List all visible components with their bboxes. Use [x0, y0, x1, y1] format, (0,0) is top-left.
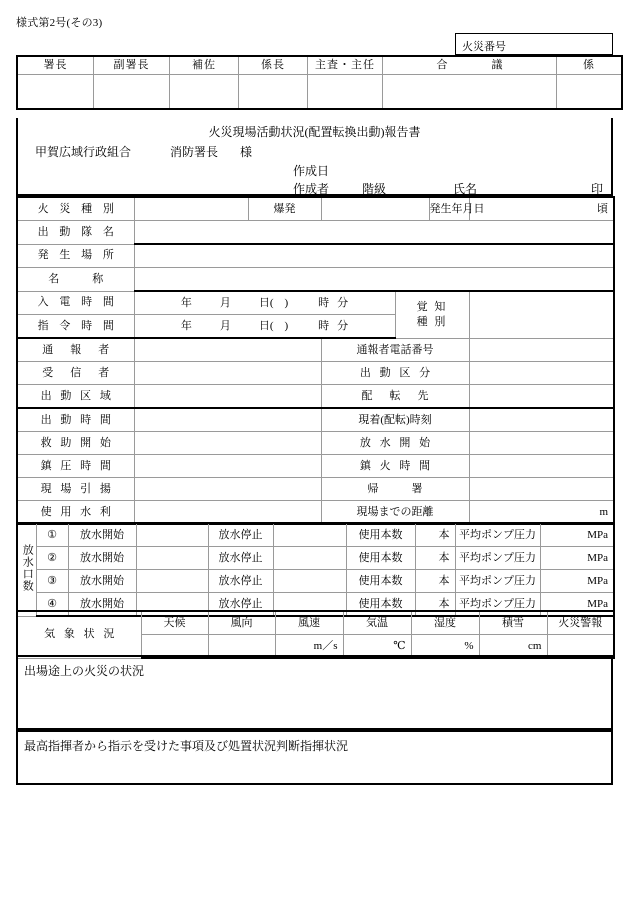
weather-col-winddir: 風向 [208, 611, 275, 635]
nozzle-pressure-label-3: 平均ポンプ圧力 [455, 570, 540, 593]
addressee-honorific: 様 [240, 145, 253, 159]
weather-col-alarm: 火災警報 [547, 611, 614, 635]
label-arrival-time: 現着(配転)時刻 [321, 408, 469, 432]
row-suppression-time [17, 455, 614, 478]
joint-char-1: 合 [436, 59, 448, 72]
nozzle-pressure-label-4: 平均ポンプ圧力 [455, 593, 540, 617]
main-grid [16, 196, 615, 525]
commander-instructions-box[interactable] [16, 730, 613, 785]
nozzle-vertical-label [17, 523, 36, 616]
nozzle-count-unit-1[interactable]: 本 [415, 523, 455, 547]
approval-val-assistant[interactable] [170, 75, 239, 110]
nozzle-stop-label-1: 放水停止 [208, 523, 273, 547]
enroute-fire-status-box[interactable] [16, 655, 613, 730]
nozzle-start-label-4: 放水開始 [68, 593, 136, 617]
label-weather: 気 象 状 況 [17, 611, 141, 658]
approval-col-section: 係長 [239, 56, 308, 75]
weather-header-row [17, 611, 614, 635]
label-occur-place: 発 生 場 所 [17, 244, 134, 268]
creator-label: 作成者 [293, 182, 330, 196]
name-label: 氏名 [453, 182, 478, 196]
label-water-source: 使 用 水 利 [17, 501, 134, 525]
label-extinguish-time: 鎮 火 時 間 [321, 455, 469, 478]
value-extinguish-time[interactable] [469, 455, 614, 478]
fire-number-label: 火災番号 [462, 41, 506, 53]
nozzle-start-value-3[interactable] [136, 570, 208, 593]
label-name: 名 称 [17, 268, 134, 292]
value-water-start[interactable] [469, 432, 614, 455]
label-dispatch-area: 出 動 区 域 [17, 385, 134, 409]
call-time-year: 年 [180, 296, 192, 309]
approval-val-inspector[interactable] [308, 75, 383, 110]
nozzle-pressure-unit-3[interactable]: MPa [540, 570, 614, 593]
value-water-source[interactable] [134, 501, 321, 525]
approval-header-row [17, 56, 622, 75]
nozzle-start-label-3: 放水開始 [68, 570, 136, 593]
label-awareness-type [395, 291, 469, 338]
value-fire-type[interactable] [134, 197, 248, 221]
order-time-hour: 時 [318, 319, 330, 332]
value-occur-place[interactable] [134, 244, 614, 268]
value-receiver[interactable] [134, 362, 321, 385]
label-rescue-start: 救 助 開 始 [17, 432, 134, 455]
value-distance[interactable]: m [469, 501, 614, 525]
label-dispatch-unit: 出 動 隊 名 [17, 221, 134, 245]
weather-col-humidity: 湿度 [411, 611, 479, 635]
row-water-source [17, 501, 614, 525]
nozzle-count-label-4: 使用本数 [346, 593, 415, 617]
created-date-label: 作成日 [293, 164, 330, 178]
approval-val-vicechief[interactable] [94, 75, 170, 110]
value-dispatch-time[interactable] [134, 408, 321, 432]
weather-col-windspeed: 風速 [275, 611, 343, 635]
value-occur-date[interactable]: 頃 [469, 197, 614, 221]
approval-col-chief: 署長 [17, 56, 94, 75]
nozzle-stop-label-4: 放水停止 [208, 593, 273, 617]
order-time-minute: 分 [337, 319, 349, 332]
row-site-withdraw [17, 478, 614, 501]
weather-val-humidity[interactable]: % [411, 635, 479, 659]
approval-col-kakari: 係 [557, 56, 623, 75]
nozzle-stop-label-2: 放水停止 [208, 547, 273, 570]
approval-table [16, 55, 623, 110]
order-time-month: 月 [219, 319, 231, 332]
approval-col-assistant: 補佐 [170, 56, 239, 75]
approval-col-vicechief: 副署長 [94, 56, 170, 75]
nozzle-start-value-2[interactable] [136, 547, 208, 570]
approval-val-joint[interactable] [383, 75, 557, 110]
title-block [16, 118, 613, 196]
nozzle-stop-value-3[interactable] [273, 570, 346, 593]
awareness-label-line2: 種 別 [416, 315, 448, 328]
nozzle-count-unit-2[interactable]: 本 [415, 547, 455, 570]
row-call-time [17, 291, 614, 315]
approval-col-inspector: 主査・主任 [308, 56, 383, 75]
label-site-withdraw: 現 場 引 揚 [17, 478, 134, 501]
value-transfer-dest[interactable] [469, 385, 614, 409]
value-order-time[interactable] [134, 315, 395, 339]
label-suppression-time: 鎮 圧 時 間 [17, 455, 134, 478]
nozzle-count-unit-4[interactable]: 本 [415, 593, 455, 617]
label-reporter: 通 報 者 [17, 338, 134, 362]
label-occur-date: 発生年月日 [429, 197, 469, 221]
weather-col-snow: 積雪 [479, 611, 547, 635]
row-dispatch-time [17, 408, 614, 432]
nozzle-count-label-3: 使用本数 [346, 570, 415, 593]
nozzle-start-label-1: 放水開始 [68, 523, 136, 547]
label-dispatch-class: 出 動 区 分 [321, 362, 469, 385]
value-reporter-phone[interactable] [469, 338, 614, 362]
fire-number-box[interactable] [455, 33, 613, 55]
value-dispatch-area[interactable] [134, 385, 321, 409]
form-number: 様式第2号(その3) [16, 17, 103, 29]
organization: 甲賀広域行政組合 [35, 145, 132, 159]
joint-char-2: 議 [491, 59, 503, 72]
nozzle-pressure-unit-4[interactable]: MPa [540, 593, 614, 617]
weather-col-temp: 気温 [343, 611, 411, 635]
row-fire-type [17, 197, 614, 221]
nozzle-row-2 [17, 547, 614, 570]
nozzle-pressure-unit-2[interactable]: MPa [540, 547, 614, 570]
nozzle-table [16, 522, 615, 617]
seal-label: 印 [590, 182, 603, 196]
nozzle-pressure-label-1: 平均ポンプ圧力 [455, 523, 540, 547]
nozzle-no-4: ④ [36, 593, 68, 617]
value-explosion[interactable] [321, 197, 429, 221]
row-occur-place [17, 244, 614, 268]
value-dispatch-class[interactable] [469, 362, 614, 385]
value-rescue-start[interactable] [134, 432, 321, 455]
nozzle-pressure-label-2: 平均ポンプ圧力 [455, 547, 540, 570]
label-order-time: 指 令 時 間 [17, 315, 134, 339]
commander-instructions-label: 最高指揮者から指示を受けた事項及び処置状況判断指揮状況 [24, 739, 349, 753]
nozzle-row-1 [17, 523, 614, 547]
call-time-day: 日( ) [258, 296, 289, 309]
row-dispatch-area [17, 385, 614, 409]
label-reporter-phone: 通報者電話番号 [321, 338, 469, 362]
approval-col-joint [383, 56, 557, 75]
addressee-chief: 消防署長 [170, 145, 219, 159]
label-fire-type: 火 災 種 別 [17, 197, 134, 221]
call-time-minute: 分 [337, 296, 349, 309]
value-site-withdraw[interactable] [134, 478, 321, 501]
value-return-station[interactable] [469, 478, 614, 501]
weather-val-temp[interactable]: ℃ [343, 635, 411, 659]
row-dispatch-unit [17, 221, 614, 245]
nozzle-pressure-unit-1[interactable]: MPa [540, 523, 614, 547]
weather-val-snow[interactable]: cm [479, 635, 547, 659]
value-suppression-time[interactable] [134, 455, 321, 478]
label-water-start: 放 水 開 始 [321, 432, 469, 455]
approval-value-row [17, 75, 622, 110]
nozzle-row-3 [17, 570, 614, 593]
approval-val-kakari[interactable] [557, 75, 623, 110]
value-awareness-type[interactable] [469, 291, 614, 338]
row-name [17, 268, 614, 292]
nozzle-no-3: ③ [36, 570, 68, 593]
awareness-label-line1: 覚 知 [416, 300, 448, 313]
enroute-fire-status-label: 出場途上の火災の状況 [24, 664, 145, 678]
nozzle-stop-value-1[interactable] [273, 523, 346, 547]
nozzle-stop-label-3: 放水停止 [208, 570, 273, 593]
label-explosion: 爆発 [248, 197, 321, 221]
nozzle-count-unit-3[interactable]: 本 [415, 570, 455, 593]
value-reporter[interactable] [134, 338, 321, 362]
value-name[interactable] [134, 268, 614, 292]
nozzle-vertical-label-text: 放水口数 [21, 543, 34, 592]
document-title: 火災現場活動状況(配置転換出動)報告書 [208, 125, 421, 139]
weather-col-sky: 天候 [141, 611, 208, 635]
row-reporter [17, 338, 614, 362]
row-receiver [17, 362, 614, 385]
label-distance: 現場までの距離 [321, 501, 469, 525]
rank-label: 階級 [362, 182, 387, 196]
nozzle-start-label-2: 放水開始 [68, 547, 136, 570]
label-transfer-dest: 配 転 先 [321, 385, 469, 409]
order-time-day: 日( ) [258, 319, 289, 332]
value-dispatch-unit[interactable] [134, 221, 614, 245]
label-dispatch-time: 出 動 時 間 [17, 408, 134, 432]
value-call-time[interactable] [134, 291, 395, 315]
call-time-hour: 時 [318, 296, 330, 309]
weather-table [16, 610, 615, 659]
label-receiver: 受 信 者 [17, 362, 134, 385]
approval-val-section[interactable] [239, 75, 308, 110]
weather-val-windspeed[interactable]: m／s [275, 635, 343, 659]
nozzle-start-value-1[interactable] [136, 523, 208, 547]
call-time-month: 月 [219, 296, 231, 309]
nozzle-count-label-1: 使用本数 [346, 523, 415, 547]
order-time-year: 年 [180, 319, 192, 332]
nozzle-no-2: ② [36, 547, 68, 570]
row-rescue-start [17, 432, 614, 455]
nozzle-no-1: ① [36, 523, 68, 547]
nozzle-count-label-2: 使用本数 [346, 547, 415, 570]
label-call-time: 入 電 時 間 [17, 291, 134, 315]
nozzle-stop-value-2[interactable] [273, 547, 346, 570]
approval-val-chief[interactable] [17, 75, 94, 110]
value-arrival-time[interactable] [469, 408, 614, 432]
label-return-station: 帰 署 [321, 478, 469, 501]
